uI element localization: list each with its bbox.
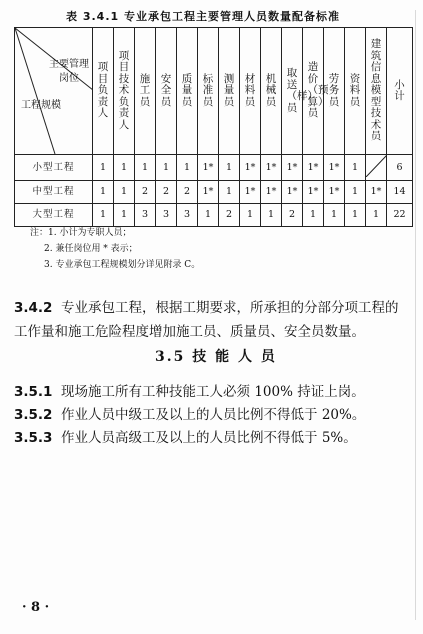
table-cell: 1 — [198, 203, 219, 226]
table-cell: 3 — [156, 203, 177, 226]
clause-text: 作业人员高级工及以上的人员比例不得低于 5%。 — [61, 430, 357, 446]
column-header-subtotal: 小计 — [387, 28, 413, 155]
table-cell: 1* — [324, 155, 345, 181]
column-header: 施工员 — [135, 28, 156, 155]
table-cell: 1 — [93, 180, 114, 203]
table-cell: 1 — [240, 203, 261, 226]
table-cell: 1* — [261, 155, 282, 181]
table-cell-empty — [366, 155, 387, 181]
paragraph-3-5-3 — [14, 426, 357, 450]
section-heading: 3.5 技 能 人 员 — [155, 349, 277, 365]
table-cell: 1 — [156, 155, 177, 181]
table-cell: 1* — [198, 180, 219, 203]
table-cell: 2 — [282, 203, 303, 226]
clause-text: 作业人员中级工及以上的人员比例不得低于 20%。 — [61, 407, 366, 423]
column-header: 测量员 — [219, 28, 240, 155]
paragraph-3-4-2-line2: 工作量和施工危险程度增加施工员、质量员、安全员数量。 — [14, 324, 365, 340]
table-cell-subtotal: 14 — [387, 180, 413, 203]
column-header: 安全员 — [156, 28, 177, 155]
page-number: · 8 · — [22, 600, 50, 615]
table-cell-subtotal: 6 — [387, 155, 413, 181]
table-cell: 1* — [303, 155, 324, 181]
corner-label-positions: 主要管理岗位 — [49, 59, 89, 84]
table-cell: 2 — [135, 180, 156, 203]
corner-label-scale: 工程规模 — [21, 100, 61, 111]
table-cell: 1* — [240, 180, 261, 203]
table-cell: 1 — [114, 203, 135, 226]
table-row — [15, 180, 413, 203]
table-cell: 1 — [177, 155, 198, 181]
table-cell: 1 — [324, 203, 345, 226]
paragraph-3-4-2-line1 — [14, 296, 399, 320]
table-cell: 1 — [114, 180, 135, 203]
table-cell: 1 — [135, 155, 156, 181]
empty-cell-diagonal — [366, 155, 387, 177]
table-note: 注：1. 小计为专职人员； — [30, 228, 132, 238]
table-row — [15, 203, 413, 226]
table-cell: 1* — [282, 180, 303, 203]
column-header: 建筑信息模型技术员 — [366, 28, 387, 155]
table-note: 3. 专业承包工程规模划分详见附录 C。 — [44, 260, 201, 270]
table-cell: 1 — [366, 203, 387, 226]
clause-text: 现场施工所有工种技能工人必须 100% 持证上岗。 — [61, 384, 365, 400]
column-header: 材料员 — [240, 28, 261, 155]
page-edge-line — [415, 10, 416, 620]
clause-number: 3.5.2 — [14, 407, 53, 423]
table-cell: 2 — [156, 180, 177, 203]
table-cell: 1 — [93, 203, 114, 226]
table-cell: 1* — [198, 155, 219, 181]
clause-number: 3.5.3 — [14, 430, 53, 446]
column-header: 劳务员 — [324, 28, 345, 155]
table-header-row — [15, 28, 413, 155]
table-cell: 1 — [261, 203, 282, 226]
column-header: 质量员 — [177, 28, 198, 155]
clause-number: 3.5.1 — [14, 384, 53, 400]
row-label: 大型工程 — [15, 203, 93, 226]
table-title: 表 3.4.1 专业承包工程主要管理人员数量配备标准 — [66, 10, 340, 23]
column-header: 机械员 — [261, 28, 282, 155]
table-cell: 1 — [345, 180, 366, 203]
column-header: 造价（预算）员 — [303, 28, 324, 155]
table-notes — [30, 225, 200, 273]
table-note: 2. 兼任岗位用 * 表示； — [44, 244, 138, 254]
corner-diagonal-lines — [15, 28, 92, 154]
clause-text: 专业承包工程，根据工期要求，所承担的分部分项工程的 — [61, 300, 399, 316]
table-cell: 3 — [177, 203, 198, 226]
row-label: 小型工程 — [15, 155, 93, 181]
column-header: 项目技术负责人 — [114, 28, 135, 155]
table-cell: 1 — [93, 155, 114, 181]
table-cell: 1 — [345, 155, 366, 181]
table-row — [15, 155, 413, 181]
paragraph-3-5-1 — [14, 380, 365, 404]
table-cell: 1* — [240, 155, 261, 181]
table-cell: 1* — [324, 180, 345, 203]
table-cell: 1* — [261, 180, 282, 203]
table-cell: 1 — [114, 155, 135, 181]
table-cell: 2 — [219, 203, 240, 226]
staffing-table — [14, 27, 413, 227]
table-cell: 1 — [219, 180, 240, 203]
column-header: 标准员 — [198, 28, 219, 155]
paragraph-3-5-2 — [14, 403, 365, 427]
table-cell-subtotal: 22 — [387, 203, 413, 226]
table-cell: 1* — [282, 155, 303, 181]
table-cell: 1 — [345, 203, 366, 226]
table-corner-cell — [15, 28, 93, 155]
table-cell: 2 — [177, 180, 198, 203]
table-cell: 1* — [366, 180, 387, 203]
column-header: 取送（样）员 — [282, 28, 303, 155]
column-header: 项目负责人 — [93, 28, 114, 155]
column-header: 资料员 — [345, 28, 366, 155]
row-label: 中型工程 — [15, 180, 93, 203]
clause-number: 3.4.2 — [14, 300, 53, 316]
table-cell: 1 — [303, 203, 324, 226]
table-cell: 3 — [135, 203, 156, 226]
table-cell: 1 — [219, 155, 240, 181]
table-cell: 1* — [303, 180, 324, 203]
